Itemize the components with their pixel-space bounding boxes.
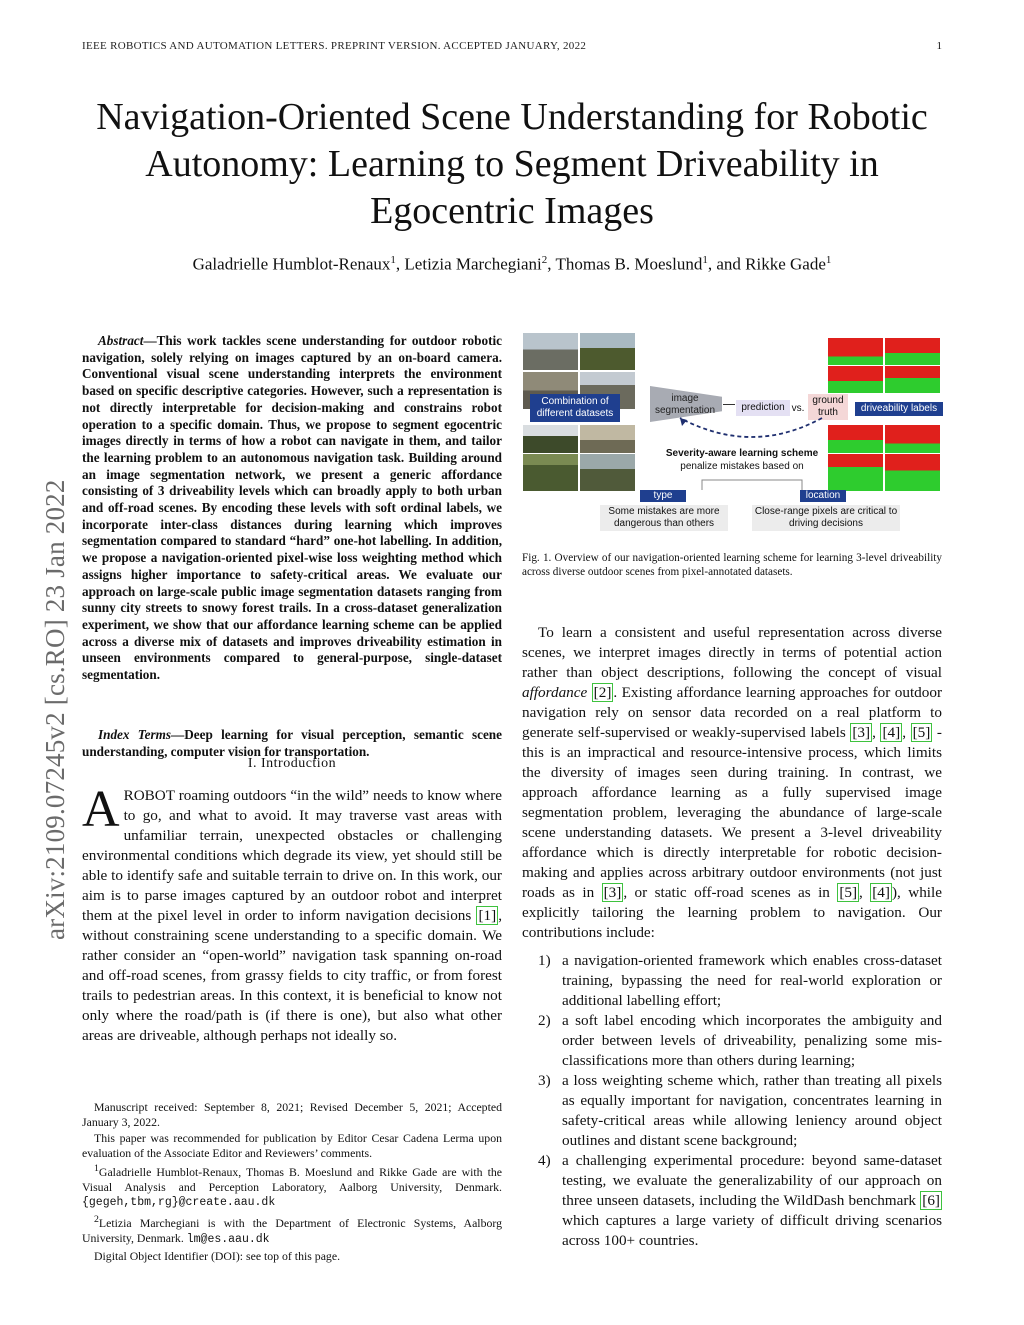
label-mask [884,365,941,394]
drop-cap: A [82,781,120,838]
feedback-arc [672,414,832,450]
abstract-label: Abstract [98,333,144,348]
footnote-editor: This paper was recommended for publication by Editor Cesar Cadena Lerma upon evaluation of the Associate Editor and Reviewers’ comments. [82,1131,502,1160]
citation-link[interactable]: [5] [839,884,858,901]
citation-link[interactable]: [6] [922,1192,940,1209]
list-item: 2) a soft label encoding which incorporates the ambiguity and order between levels of driveability, penalizing some mis-classifications more than others during learning; [538,1012,942,1069]
location-description: Close-range pixels are critical to driving decisions [752,505,900,531]
intro-text-rest: , without constraining scene understanding to a specific domain. We rather consider an “open-world” navigation task spanning on-road and off-road scenes, from grassy fields to city traffic, or from forest trails to pedestrian areas. In this context, it is beneficial to know not only where the road/path is (if there is one), but also what other areas are driveable, although perhaps not ideally so. [82,907,502,1044]
segmentation-label: image segmentation [654,393,716,416]
affiliation-mark: 1 [825,254,832,266]
ground-truth-label: ground truth [808,394,848,420]
footnotes [82,1100,502,1266]
dataset-image [579,453,636,492]
author-name: Galadrielle Humblot-Renaux [192,254,391,274]
author-name: Rikke Gade [745,254,826,274]
list-item: 4) a challenging experimental procedure: beyond same-dataset testing, we evaluate the generalizability of our approach on three unseen datasets, including the WildDash benchmark [6] which captures a large variety of difficult driving scenarios across 100+ countries. [538,1152,942,1249]
figure-caption: Fig. 1. Overview of our navigation-oriented learning scheme for learning 3-level driveability across diverse outdoor scenes from pixel-annotated datasets. [522,552,942,578]
citation-link[interactable]: [4] [872,884,890,901]
running-head: IEEE ROBOTICS AND AUTOMATION LETTERS. PREPRINT VERSION. ACCEPTED JANUARY, 2022 [82,40,587,52]
right-column-body [522,623,942,1251]
dataset-image [522,453,579,492]
author-name: Thomas B. Moeslund [555,254,703,274]
prediction-label: prediction [736,400,790,416]
paper-title: Navigation-Oriented Scene Understanding for Robotic Autonomy: Learning to Segment Driveability in Egocentric Images [96,96,928,232]
type-tag: type [640,490,686,502]
author-list: Galadrielle Humblot-Renaux$^1$, Letizia Marchegiani$^2$, Thomas B. Moeslund$^1$, and Rikke Gade$^1$ [192,254,832,274]
footnote-affiliation-1: $^1$Galadrielle Humblot-Renaux, Thomas B. Moeslund and Rikke Gade are with the Visual Analysis and Perception Laboratory, Aalborg University, Denmark. {gegeh,tbm,rg}@create.aau.dk [82,1163,502,1210]
figure-1 [522,332,947,537]
index-terms-label: Index Terms [98,727,172,742]
section-heading-introduction: I. Introduction [247,756,337,771]
branch-lines [662,472,842,492]
arxiv-stamp[interactable]: arXiv:2109.07245v2 [cs.RO] 23 Jan 2022 [40,479,70,940]
scheme-title: Severity-aware learning scheme [665,448,819,459]
index-terms-text: Deep learning for visual perception, semantic scene understanding, computer vision for transportation. [82,727,502,759]
citation-link[interactable]: [3] [603,884,622,901]
label-mask [884,453,941,492]
driveability-labels-tag: driveability labels [855,402,943,416]
introduction-body [82,781,502,1046]
intro-text: ROBOT roaming outdoors “in the wild” needs to know where to go, and what to avoid. It may traverse vast areas with unfamiliar terrain, unexpected obstacles or challenging environmental conditions which degrade its view, yet should still be able to identify safe and suitable terrain to drive on. In this work, our aim is to parse images captured by an outdoor robot and interpret them at the pixel level in order to inform navigation decisions [82,787,502,924]
page-number: 1 [936,40,942,52]
footnote-doi: Digital Object Identifier (DOI): see top of this page. [94,1249,341,1264]
affiliation-mark: 1 [702,254,708,266]
citation-link[interactable]: [5] [912,724,931,741]
contributions-list [522,951,942,1251]
abstract-text: This work tackles scene understanding for outdoor robotic navigation, solely relying on images captured by an on-board camera. Conventional visual scene understanding interprets the environment based on specific descriptive categories. However, such a representation is not directly interpretable for decision-making and constrains robot operation to a specific domain. Thus, we propose to segment egocentric images directly in terms of how a robot can navigate in them, and tailor the learning problem to an autonomous navigation task. Building around an image segmentation network, we present a generic affordance consisting of 3 driveability levels which can broadly apply to both urban and off-road scenes. By encoding these levels with soft ordinal labels, we incorporate inter-class distances during learning which improves segmentation compared to standard “hard” one-hot labelling. In addition, we propose a navigation-oriented pixel-wise loss weighting method which assigns higher importance to safety-critical areas. We evaluate our approach on large-scale public image segmentation datasets ranging from sunny city streets to snowy forest trails. In a cross-dataset generalization experiment, we show that our affordance learning scheme can be applied across a diverse mix of datasets and improves driveability estimation in unseen environments compared to general-purpose, single-dataset segmentation. [82,333,502,683]
email[interactable]: lm@es.aau.dk [186,1232,270,1246]
vs-label: vs. [791,403,805,414]
citation-link[interactable]: [2] [593,684,612,701]
dataset-image [522,332,579,371]
abstract: Abstract—This work tackles scene understanding for outdoor robotic navigation, solely relying on images captured by an on-board camera. Conventional visual scene understanding interprets the environment based on specific descriptive categories. However, such a representation is not directly interpretable for decision-making and constrains robot operation to a specific domain. Thus, we propose to segment egocentric images directly in terms of how a robot can navigate in them, and tailor the learning problem to an autonomous navigation task. Building around an image segmentation network, we present a generic affordance consisting of 3 driveability levels which can broadly apply to both urban and off-road scenes. By encoding these levels with soft ordinal labels, we incorporate inter-class distances during learning which improves segmentation compared to standard “hard” one-hot labelling. In addition, we propose a navigation-oriented pixel-wise loss weighting method which assigns higher importance to safety-critical areas. We evaluate our approach on large-scale public image segmentation datasets ranging from sunny city streets to snowy forest trails. In a cross-dataset generalization experiment, we show that our affordance learning scheme can be applied across a diverse mix of datasets and improves driveability estimation in unseen environments compared to general-purpose, single-dataset segmentation. [82,333,502,683]
dataset-image [579,332,636,371]
citation-link[interactable]: [1] [478,907,497,924]
footnote-affiliation-2: $^2$Letizia Marchegiani is with the Department of Electronic Systems, Aalborg University, Denmark. lm@es.aau.dk [82,1214,502,1246]
paragraph: To learn a consistent and useful representation across diverse scenes, we interpret images directly in terms of potential action rather than object descriptions, following the concept of visual affordance [2] . Existing affordance learning approaches for outdoor navigation rely on sensor data recorded on a real platform to generate self-supervised or weakly-supervised labels [3] , [4] , [5] - this is an impractical and resource-intensive process, which limits the diversity of images seen during training. In contrast, we approach affordance learning as a fully supervised image segmentation problem, leveraging the abundance of large-scale scene understanding datasets. We present a 3-level driveability affordance which is directly interpretable for robotic decision-making and applies across arbitrary outdoor environments (not just roads as in [3] , or static off-road scenes as in [5] , [4] ), while explicitly tailoring the learning problem to navigation. Our contributions include: [522,624,942,941]
affiliation-mark: 2 [541,254,548,266]
combination-label: Combination of different datasets [530,394,620,422]
scheme-subtitle: penalize mistakes based on [680,461,804,472]
label-mask [827,365,884,394]
citation-link[interactable]: [3] [852,724,871,741]
author-name: Letizia Marchegiani [404,254,542,274]
email[interactable]: {gegeh,tbm,rg}@create.aau.dk [82,1196,276,1210]
affiliation-mark: 1 [390,254,396,266]
index-terms: Index Terms—Deep learning for visual perception, semantic scene understanding, computer vision for transportation. [82,727,502,759]
citation-link[interactable]: [4] [882,724,901,741]
arrow-icon [723,404,735,405]
list-item: 1) a navigation-oriented framework which enables cross-dataset training, bypassing the need for real-world exploration or additional labelling effort; [538,952,942,1009]
type-description: Some mistakes are more dangerous than others [600,505,728,531]
location-tag: location [800,490,846,502]
list-item: 3) a loss weighting scheme which, rather than treating all pixels as equally important for navigation, concentrates learning in safety-critical areas while allowing leniency around object outlines and distant scene background; [538,1072,942,1149]
footnote-received: Manuscript received: September 8, 2021; Revised December 5, 2021; Accepted January 3, 2022. [82,1100,502,1129]
